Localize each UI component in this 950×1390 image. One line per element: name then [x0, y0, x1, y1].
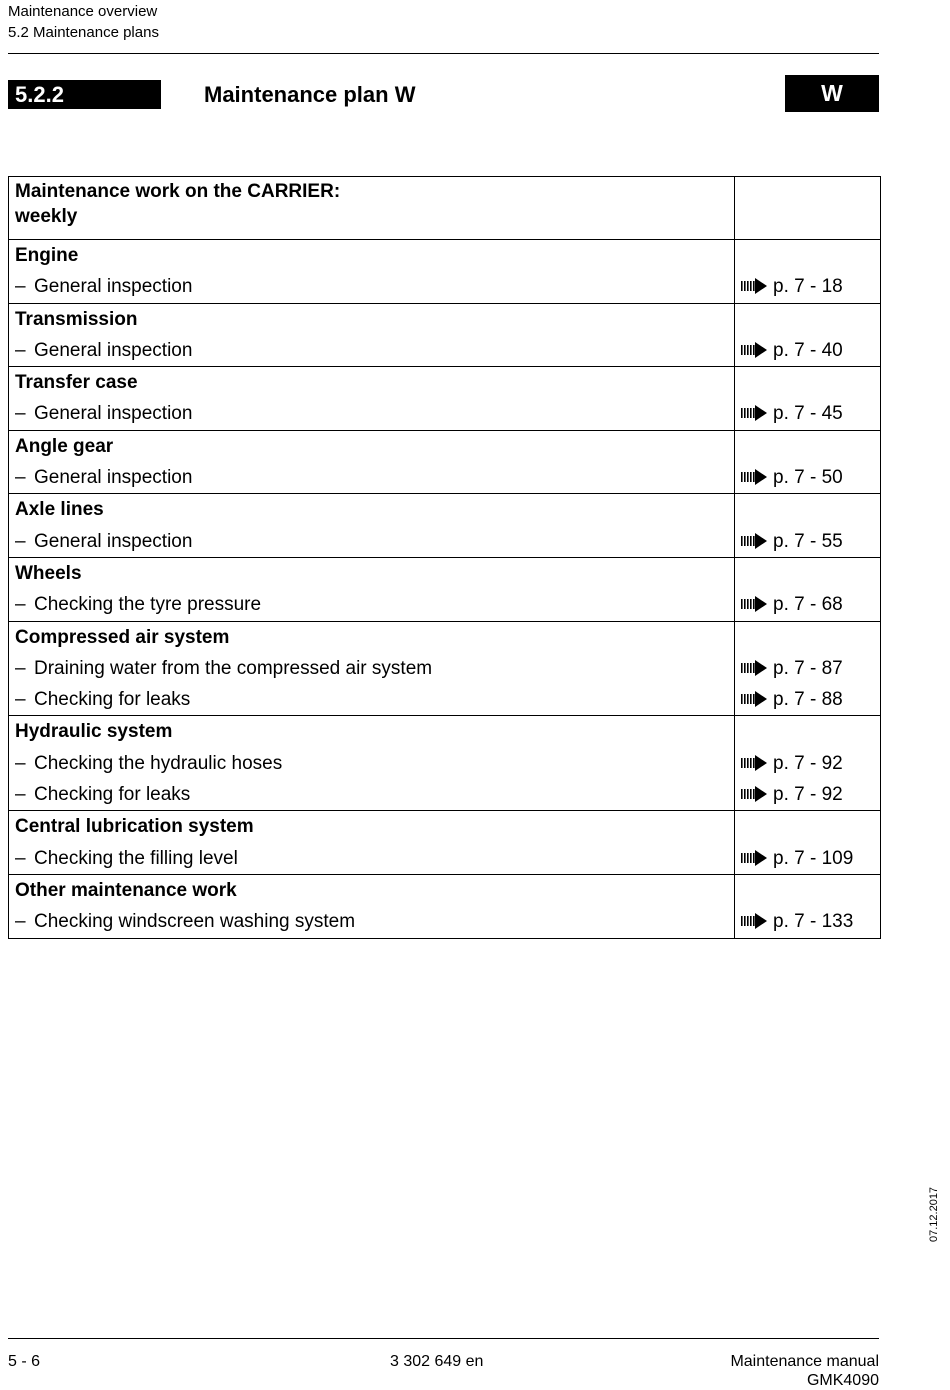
reference-arrow-icon: [741, 655, 767, 671]
reference-cell: [735, 716, 881, 811]
reference-arrow-icon: [741, 686, 767, 702]
task-label: Checking the hydraulic hoses: [34, 752, 283, 774]
page-reference[interactable]: [735, 653, 880, 684]
group-title: Angle gear: [15, 435, 114, 457]
reference-cell: [735, 367, 881, 431]
reference-cell: [735, 874, 881, 938]
task-label: Checking for leaks: [34, 689, 191, 711]
plan-badge: W: [785, 75, 879, 112]
reference-arrow-icon: [741, 908, 767, 924]
page-reference[interactable]: [735, 462, 880, 493]
document-number: 3 302 649 en: [390, 1353, 484, 1370]
page-number: 5 - 6: [8, 1353, 41, 1370]
task-cell: [9, 430, 735, 494]
reference-spacer: [735, 494, 880, 525]
page-reference[interactable]: [735, 271, 880, 302]
reference-cell: [735, 557, 881, 621]
task-cell: [9, 367, 735, 431]
reference-cell: [735, 240, 881, 304]
bullet-dash: –: [15, 594, 26, 616]
bullet-dash: –: [15, 689, 26, 711]
reference-spacer: [735, 431, 880, 462]
reference-arrow-icon: [741, 528, 767, 544]
page-reference-label: p. 7 - 88: [773, 689, 843, 711]
page-reference-label: p. 7 - 18: [773, 276, 843, 298]
bullet-dash: –: [15, 339, 26, 361]
page-reference[interactable]: [735, 398, 880, 429]
reference-arrow-icon: [741, 337, 767, 353]
page-reference-label: p. 7 - 45: [773, 403, 843, 425]
task-label: Checking the tyre pressure: [34, 594, 262, 616]
bullet-dash: –: [15, 530, 26, 552]
group-title: Compressed air system: [15, 626, 230, 648]
reference-spacer: [735, 811, 880, 842]
task-item: [9, 335, 734, 366]
table-row: [9, 367, 881, 431]
reference-spacer: [735, 304, 880, 335]
task-label: General inspection: [34, 276, 193, 298]
running-header-section: 5.2 Maintenance plans: [8, 24, 159, 41]
page-reference[interactable]: [735, 748, 880, 779]
page-reference[interactable]: [735, 526, 880, 557]
reference-spacer: [735, 716, 880, 747]
task-label: General inspection: [34, 530, 193, 552]
manual-model: GMK4090: [806, 1372, 879, 1389]
task-cell: [9, 874, 735, 938]
task-item: [9, 462, 734, 493]
task-item: [9, 271, 734, 302]
task-cell: [9, 303, 735, 367]
reference-spacer: [735, 240, 880, 271]
page-reference-label: p. 7 - 55: [773, 530, 843, 552]
table-row: [9, 494, 881, 558]
page-reference[interactable]: [735, 906, 880, 937]
task-cell: [9, 811, 735, 875]
section-number: 5.2.2: [8, 80, 161, 109]
header-rule: [8, 53, 879, 54]
page-reference-label: p. 7 - 109: [773, 847, 854, 869]
reference-spacer: [735, 558, 880, 589]
table-heading-ref-cell: [735, 177, 881, 240]
page-reference[interactable]: [735, 843, 880, 874]
task-label: Checking for leaks: [34, 784, 191, 806]
task-item: [9, 398, 734, 429]
task-item: [9, 653, 734, 684]
task-label: General inspection: [34, 403, 193, 425]
reference-cell: [735, 430, 881, 494]
page-reference-label: p. 7 - 68: [773, 594, 843, 616]
page-reference[interactable]: [735, 589, 880, 620]
task-item: [9, 748, 734, 779]
reference-spacer: [735, 622, 880, 653]
manual-title: Maintenance manual: [730, 1353, 879, 1370]
table-row: [9, 557, 881, 621]
group-title: Transmission: [15, 308, 138, 330]
table-header-row: [9, 177, 881, 240]
task-cell: [9, 494, 735, 558]
reference-cell: [735, 494, 881, 558]
task-item: [9, 526, 734, 557]
task-label: Checking windscreen washing system: [34, 911, 356, 933]
page-reference[interactable]: [735, 779, 880, 810]
maintenance-plan-table: [8, 176, 881, 939]
reference-arrow-icon: [741, 750, 767, 766]
table-row: [9, 430, 881, 494]
task-cell: [9, 557, 735, 621]
page-reference-label: p. 7 - 133: [773, 911, 854, 933]
group-title: Hydraulic system: [15, 721, 173, 743]
reference-cell: [735, 303, 881, 367]
task-item: [9, 779, 734, 810]
group-title: Wheels: [15, 562, 82, 584]
page-reference-label: p. 7 - 92: [773, 784, 843, 806]
reference-arrow-icon: [741, 781, 767, 797]
bullet-dash: –: [15, 276, 26, 298]
table-heading: [9, 177, 735, 240]
reference-cell: [735, 811, 881, 875]
page-reference-label: p. 7 - 50: [773, 467, 843, 489]
table-row: [9, 303, 881, 367]
bullet-dash: –: [15, 847, 26, 869]
task-label: General inspection: [34, 339, 193, 361]
reference-cell: [735, 621, 881, 716]
page-title: Maintenance plan W: [204, 82, 416, 107]
task-cell: [9, 240, 735, 304]
page-reference-label: p. 7 - 40: [773, 339, 843, 361]
group-title: Central lubrication system: [15, 816, 254, 838]
reference-arrow-icon: [741, 591, 767, 607]
footer-rule: [8, 1338, 879, 1339]
reference-arrow-icon: [741, 400, 767, 416]
bullet-dash: –: [15, 403, 26, 425]
bullet-dash: –: [15, 657, 26, 679]
group-title: Axle lines: [15, 499, 104, 521]
table-row: [9, 811, 881, 875]
reference-arrow-icon: [741, 273, 767, 289]
table-row: [9, 621, 881, 716]
task-item: [9, 684, 734, 715]
reference-spacer: [735, 875, 880, 906]
task-item: [9, 843, 734, 874]
bullet-dash: –: [15, 467, 26, 489]
table-heading-line2: weekly: [15, 206, 78, 227]
table-row: [9, 240, 881, 304]
page-reference[interactable]: [735, 684, 880, 715]
task-cell: [9, 716, 735, 811]
reference-arrow-icon: [741, 464, 767, 480]
bullet-dash: –: [15, 784, 26, 806]
task-label: Draining water from the compressed air system: [34, 657, 433, 679]
group-title: Other maintenance work: [15, 879, 237, 901]
page-reference-label: p. 7 - 92: [773, 752, 843, 774]
task-item: [9, 906, 734, 937]
page-reference[interactable]: [735, 335, 880, 366]
task-label: Checking the filling level: [34, 847, 238, 869]
group-title: Transfer case: [15, 372, 138, 394]
page-reference-label: p. 7 - 87: [773, 657, 843, 679]
table-row: [9, 716, 881, 811]
task-label: General inspection: [34, 467, 193, 489]
reference-spacer: [735, 367, 880, 398]
manual-name: [730, 1352, 879, 1390]
bullet-dash: –: [15, 911, 26, 933]
group-title: Engine: [15, 245, 79, 266]
table-heading-line1: Maintenance work on the CARRIER:: [15, 181, 341, 202]
task-item: [9, 589, 734, 620]
bullet-dash: –: [15, 752, 26, 774]
running-header-chapter: Maintenance overview: [8, 3, 158, 20]
table-row: [9, 874, 881, 938]
task-cell: [9, 621, 735, 716]
revision-date: 07.12.2017: [928, 1186, 940, 1242]
reference-arrow-icon: [741, 845, 767, 861]
